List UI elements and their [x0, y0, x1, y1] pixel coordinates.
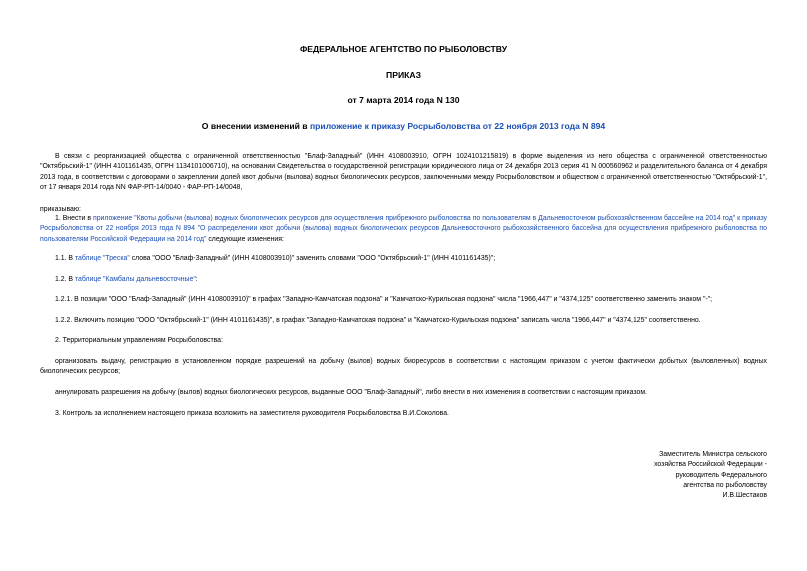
signature-block — [607, 450, 767, 501]
order-word: приказываю: — [40, 206, 81, 213]
intro-paragraph: В связи с реорганизацией общества с ограниченной ответственностью "Блаф-Западный" (ИНН 4108003910, ОГРН 1024101215819) в форме выделения из него общества с ограниченной ответственностью "Октябрьский-1" (ИНН 4101161435, ОГРН 1134101006710), на основании Свидетельства о государственной регистрации юридического лица от 24 декабря 2013 серия 41 N 000560962 и разделительного баланса от 4 декабря 2013 года, в соответствии с договорами о закреплении долей квот добычи (вылова) водных биологических ресурсов, заключенными между Росрыболовством и обществом с ограниченной ответственностью "Октябрьский-1", от 17 января 2014 года NN ФАР-РП-14/0040 - ФАР-РП-14/0048, — [40, 153, 767, 191]
item-2-b: аннулировать разрешения на добычу (вылов) водных биологических ресурсов, выданные ООО "Блаф-Западный", либо внести в них изменения в соответствии с настоящим приказом. — [55, 389, 647, 396]
item-1-suffix: следующие изменения: — [206, 235, 284, 243]
doc-date-number: от 7 марта 2014 года N 130 — [347, 95, 460, 105]
doc-title-prefix: О внесении изменений в — [201, 121, 310, 131]
item-1-2-suffix: : — [195, 276, 198, 283]
item-1-2-link[interactable]: таблице "Камбалы дальневосточные" — [74, 276, 196, 283]
item-1-2-prefix: 1.2. В — [55, 276, 75, 283]
item-1-2-1: 1.2.1. В позиции "ООО "Блаф-Западный" (ИНН 4108003910)" в графах "Западно-Камчатская подзона" и "Камчатско-Курильская подзона" числа "1966,447" и "4374,125" соответственно заменить знаком "-"; — [55, 296, 713, 303]
item-2: 2. Территориальным управлениям Росрыболовства: — [55, 337, 223, 344]
item-1-2-2: 1.2.2. Включить позицию "ООО "Октябрьский-1" (ИНН 4101161435)", в графах "Западно-Камчатская подзона" и "Камчатско-Курильская подзона" записать числа "1966,447" и "4374,125" соответственно. — [55, 317, 701, 324]
item-1 — [40, 214, 767, 245]
item-3: 3. Контроль за исполнением настоящего приказа возложить на заместителя руководителя Росрыболовства В.И.Соколова. — [55, 410, 449, 417]
item-2-a: организовать выдачу, регистрацию в установленном порядке разрешений на добычу (вылов) водных биоресурсов в соответствии с настоящим приказом с учетом фактически добытых (выловленных) водных биологических ресурсов; — [40, 358, 767, 376]
item-1-2 — [40, 275, 767, 285]
signature-name: И.В.Шестаков — [722, 492, 767, 500]
signature-line: Заместитель Министра сельского — [659, 451, 767, 458]
doc-title-link[interactable]: приложение к приказу Росрыболовства от 22 ноября 2013 года N 894 — [309, 121, 606, 131]
doc-title — [40, 121, 767, 132]
agency-name: ФЕДЕРАЛЬНОЕ АГЕНТСТВО ПО РЫБОЛОВСТВУ — [299, 44, 508, 54]
item-1-prefix: 1. Внести в — [55, 215, 93, 222]
item-1-1-suffix: слова "ООО "Блаф-Западный" (ИНН 4108003910)" заменить словами "ООО "Октябрьский-1" (ИНН 4101161435)"; — [129, 255, 496, 262]
signature-line: руководитель Федерального — [675, 471, 767, 479]
item-1-1 — [40, 254, 767, 264]
item-1-1-prefix: 1.1. В — [55, 255, 75, 262]
item-1-1-link[interactable]: таблице "Треска" — [74, 255, 130, 262]
signature-line: агентства по рыболовству — [683, 481, 767, 489]
doc-type: ПРИКАЗ — [386, 70, 421, 80]
item-1-link[interactable]: приложение "Квоты добычи (вылова) водных биологических ресурсов для осуществления прибрежного рыболовства по пользователям в Дальневосточном рыбохозяйственном бассейне на 2014 год" к приказу Росрыболовства от 22 ноября 2013 года N 894 "О распределении квот добычи (вылова) водных биологических ресурсов Дальневосточного рыбохозяйственного бассейна для осуществления прибрежного рыболовства по пользователям Российской Федерации на 2014 год" — [40, 215, 767, 243]
signature-line: хозяйства Российской Федерации - — [654, 461, 767, 469]
